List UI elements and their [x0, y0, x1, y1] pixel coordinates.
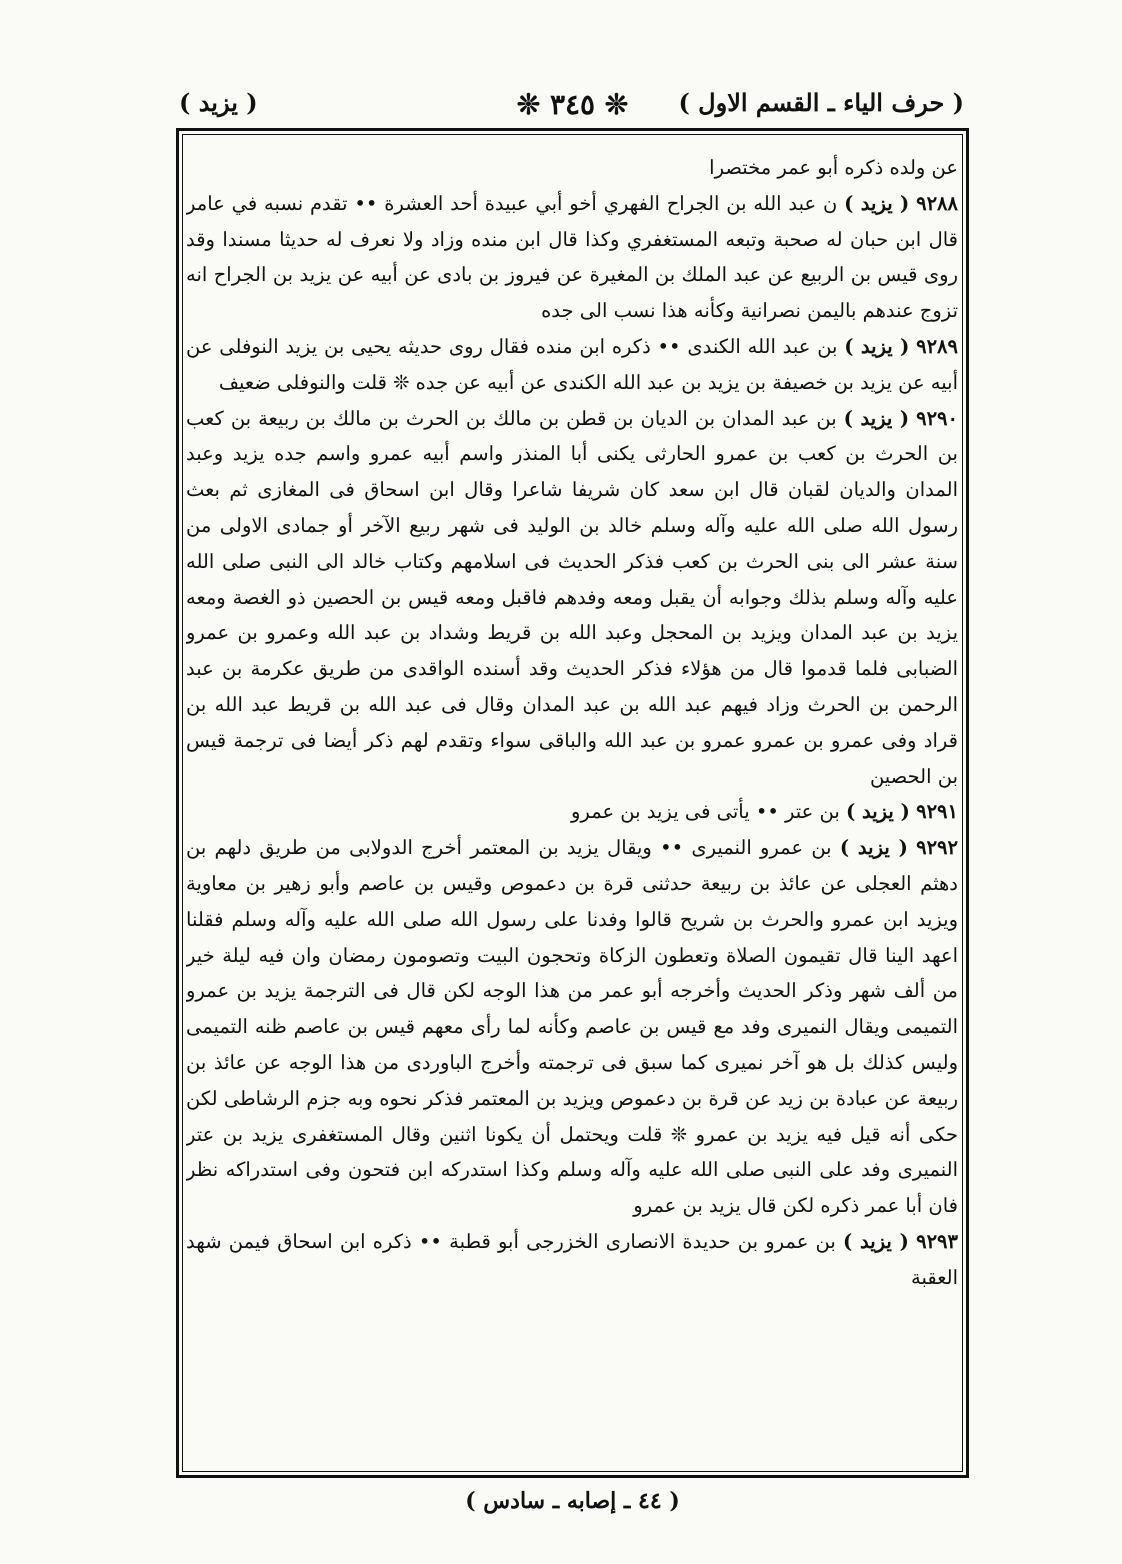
- page-header: [175, 88, 970, 124]
- entry-name: ( يزيد ): [843, 406, 910, 430]
- entry-text: ن عبد الله بن الجراح الفهري أخو أبي عبيدة أحد العشرة •• تقدم نسبه في عامر قال ابن حبان له صحبة وتبعه المستغفري وكذا قال ابن منده وزاد ولا نعرف له حديثا مسندا وقد روى قيس بن الربيع عن عبد الملك بن المغيرة عن فيروز بن بادى عن أبيه عن يزيد بن الجراح انه تزوج عندهم باليمن نصرانية وكأنه هذا نسب الى جده: [186, 191, 958, 323]
- entry-name: ( يزيد ): [844, 191, 910, 215]
- page-footer: ( ٤٤ ـ إصابه ـ سادس ): [465, 1488, 680, 1514]
- entry-text: بن عبد الله الكندى •• ذكره ابن منده فقال روى حديثه يحيى بن يزيد النوفلى عن أبيه عن يزيد بن خصيفة بن يزيد بن عبد الله الكندى عن أبيه عن جده ❊ قلت والنوفلى ضعيف: [186, 334, 958, 394]
- section-title: ( حرف الياء ـ القسم الاول ): [678, 88, 964, 117]
- entry-9292: [186, 830, 958, 1224]
- entry-number: ٩٢٩٣: [916, 1229, 958, 1253]
- entry-text: بن عمرو النميرى •• ويقال يزيد بن المعتمر أخرج الدولابى من طريق دلهم بن دهثم العجلى عن عائذ بن ربيعة حدثنى قرة بن دعموص وقيس بن عاصم وأبو زهير بن معاوية ويزيد ابن عمرو والحرث بن شريح قالوا وفدنا على رسول الله صلى الله عليه وآله وسلم فقلنا اعهد الينا قال تقيمون الصلاة وتعطون الزكاة وتحجون البيت وتصومون رمضان وان فيه ليلة خير من ألف شهر وذكر الحديث وأخرجه أبو عمر من هذا الوجه لكن قال فى الترجمة يزيد بن عمرو التميمى ويقال النميرى وفد مع قيس بن عاصم وكأنه لما رأى معهم قيس بن عاصم ظنه التميمى وليس كذلك بل هو آخر نميرى كما سبق فى ترجمته وأخرج الباوردى من هذا الوجه عن عائذ بن ربيعة عن عبادة بن زيد عن قرة بن دعموص ويزيد بن المعتمر فذكر نحوه وبه جزم الرشاطى لكن حكى أنه قيل فيه يزيد بن عمرو ❊ قلت ويحتمل أن يكونا اثنين وقال المستغفرى يزيد بن عتر النميرى وفد على النبى صلى الله عليه وآله وسلم وكذا استدركه ابن فتحون وفى استدراكه نظر فان أبا عمر ذكره لكن قال يزيد بن عمرو: [186, 836, 958, 1218]
- entry-number: ٩٢٩١: [916, 800, 958, 824]
- entry-number: ٩٢٨٨: [916, 191, 958, 215]
- entry-text: بن عبد المدان بن الديان بن قطن بن مالك بن الحرث بن مالك بن ربيعة بن كعب بن الحرث بن كعب بن عمرو الحارثى يكنى أبا المنذر واسم أبيه عمرو واسم جده يزيد وعبد المدان والديان لقبان قال ابن سعد كان شريفا شاعرا وقال ابن اسحاق فى المغازى ثم بعث رسول الله صلى الله عليه وآله وسلم خالد بن الوليد فى شهر ربيع الآخر أو جمادى الاولى من سنة عشر الى بنى الحرث بن كعب فذكر الحديث فى اسلامهم وكتاب خالد الى النبى صلى الله عليه وآله وسلم بذلك وجوابه أن يقبل ومعه وفدهم فاقبل ومعه قيس بن الحصين ذو الغصة ومعه يزيد بن عبد المدان ويزيد بن المحجل وعبد الله بن قريط وشداد بن عبد الله وعمرو بن عمرو الضبابى فلما قدموا قال من هؤلاء فذكر الحديث وقد أسنده الواقدى من طريق عكرمة بن عبد الرحمن بن الحرث وزاد فيهم عبد الله بن عبد المدان وقال فى عبد الله بن قريط عبد الله بن قراد وفى عمرو بن عمرو عمرو بن عبد الله والباقى سواء وتقدم لهم ذكر أيضا فى ترجمة قيس بن الحصين: [186, 406, 958, 788]
- entry-9288: [186, 186, 958, 329]
- running-headword: ( يزيد ): [179, 88, 258, 117]
- intro-line: عن ولده ذكره أبو عمر مختصرا: [709, 156, 958, 179]
- entry-name: ( يزيد ): [839, 836, 908, 860]
- entry-name: ( يزيد ): [844, 334, 910, 358]
- entry-number: ٩٢٩٠: [916, 406, 958, 430]
- entry-text: بن عمرو بن حديدة الانصارى الخزرجى أبو قطبة •• ذكره ابن اسحاق فيمن شهد العقبة: [186, 1229, 958, 1289]
- page-body: [186, 150, 958, 1450]
- entry-number: ٩٢٩٢: [916, 836, 958, 860]
- entry-9290: [186, 401, 958, 795]
- entry-9291: [186, 794, 958, 830]
- entry-9293: [186, 1224, 958, 1296]
- entry-name: ( يزيد ): [843, 1229, 909, 1253]
- entry-9289: [186, 329, 958, 401]
- entry-text: بن عتر •• يأتى فى يزيد بن عمرو: [571, 800, 840, 824]
- entry-number: ٩٢٨٩: [916, 334, 958, 358]
- page-number: ❊ ٣٤٥ ❊: [516, 88, 629, 121]
- entry-name: ( يزيد ): [846, 800, 910, 824]
